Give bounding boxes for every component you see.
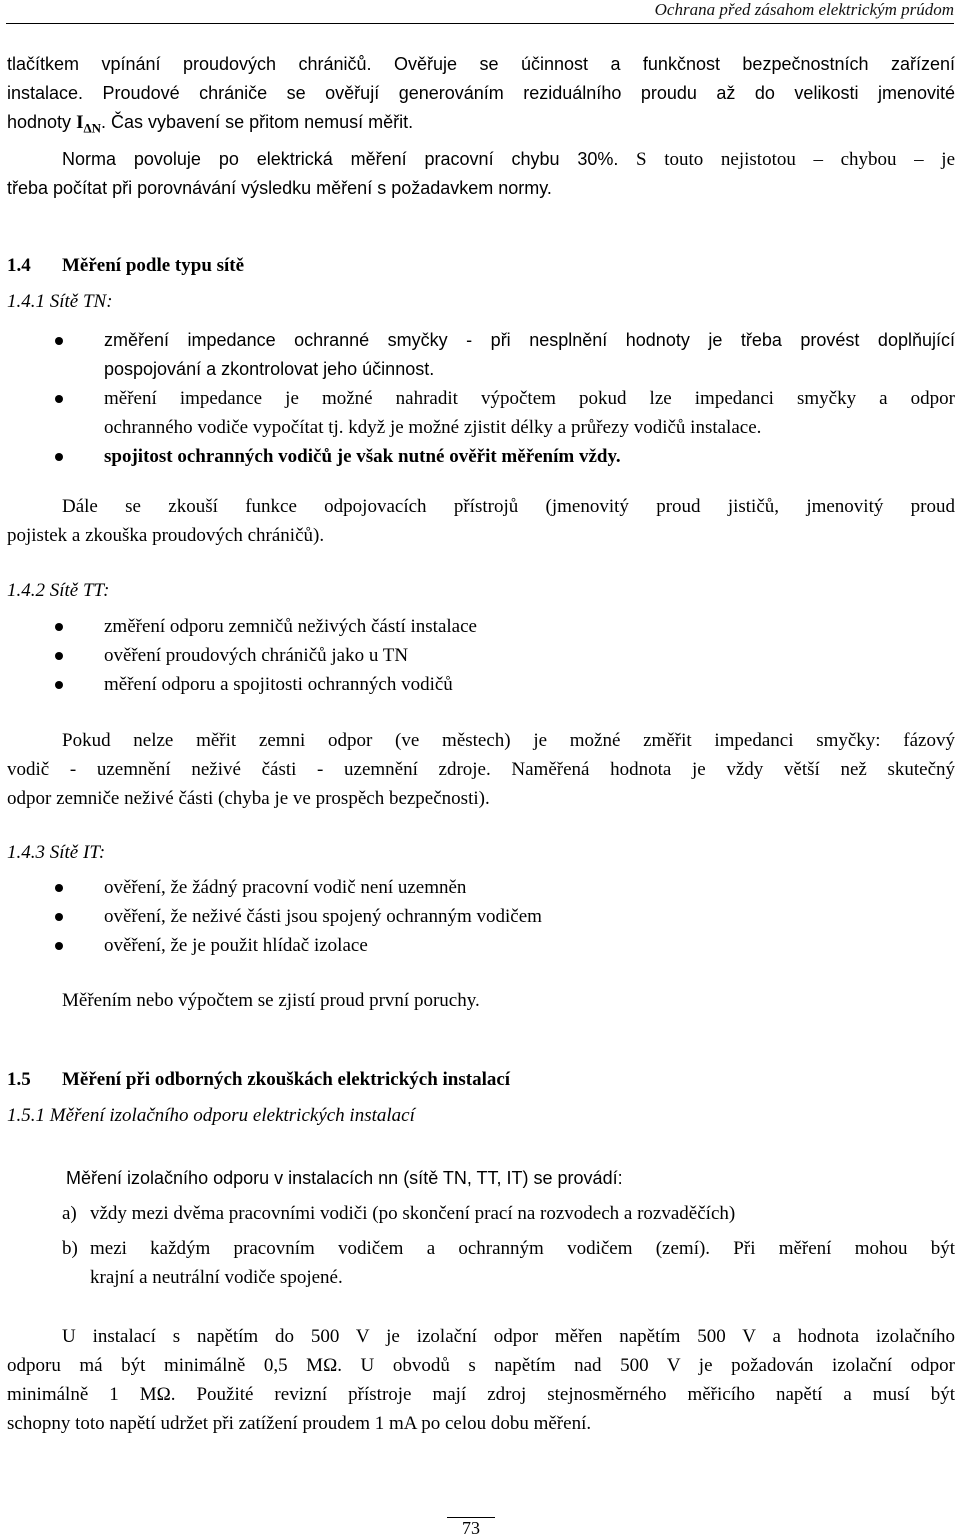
list-item-line: krajní a neutrální vodiče spojené. [90,1267,343,1288]
paragraph-line: Dále se zkouší funkce odpojovacích přístrojů (jmenovitý proud jističů, jmenovitý proud [62,496,955,517]
list-item [62,1199,955,1228]
header-rule [6,23,954,24]
list-item-text: změření odporu zemničů neživých částí instalace [104,616,477,637]
list-item-line: mezi každým pracovním vodičem a ochranným vodičem (zemí). Při měření mohou být [90,1238,955,1259]
paragraph-line: U instalací s napětím do 500 V je izolační odpor měřen napětím 500 V a hodnota izolačního [62,1326,955,1347]
section-heading-1-5 [7,1069,510,1091]
bullet-icon [55,681,63,689]
list-label: b) [62,1238,78,1259]
list-item [0,641,955,670]
paragraph-line: minimálně 1 MΩ. Použité revizní přístroje mají zdroj stejnosměrného měřicího napětí a musí být [7,1384,955,1405]
list-item [0,931,955,960]
paragraph-tolerance [7,145,955,203]
section-heading-1-4 [7,255,244,277]
paragraph-insulation-intro: Měření izolačního odporu v instalacích nn (sítě TN, TT, IT) se provádí: [66,1168,623,1188]
list-item-text: vždy mezi dvěma pracovními vodiči (po skončení prací na rozvodech a rozvaděčích) [90,1203,736,1224]
paragraph-line: schopny toto napětí udržet při zatížení proudem 1 mA po celou dobu měření. [7,1413,592,1434]
list-item-text: ověření proudových chráničů jako u TN [104,645,409,666]
text-span: . Čas vybavení se přitom nemusí měřit. [101,112,414,132]
paragraph-line: instalace. Proudové chrániče se ověřují generováním reziduálního proudu až do velikosti jmenovité [7,83,955,103]
list-item-line: měření impedance je možné nahradit výpočtem pokud lze impedanci smyčky a odpor [104,388,955,409]
subsection-heading-1-4-3: 1.4.3 Sítě IT: [7,842,106,863]
subsection-heading-1-5-1: 1.5.1 Měření izolačního odporu elektrických instalací [7,1105,415,1126]
paragraph-line [7,145,955,174]
section-number: 1.5 [7,1069,31,1090]
list-item-line: spojitost ochranných vodičů je však nutné ověřit měřením vždy. [104,446,621,467]
bullet-icon [55,913,63,921]
section-title: Měření podle typu sítě [62,255,245,276]
paragraph-line: třeba počítat při porovnávání výsledku měření s požadavkem normy. [7,178,552,198]
paragraph-line: vodič - uzemnění neživé části - uzemnění zdroje. Naměřená hodnota je vždy větší než skutečný [7,759,955,780]
list-item [0,326,955,384]
list-item [0,902,955,931]
symbol-i: I [76,112,84,133]
bullet-icon [55,337,63,345]
list-item-text: ověření, že je použit hlídač izolace [104,935,368,956]
bullet-icon [55,395,63,403]
list-item [0,442,955,471]
section-title: Měření při odborných zkouškách elektrických instalací [62,1069,511,1090]
subsection-heading-1-4-1: 1.4.1 Sítě TN: [7,291,113,312]
list-item-text: ověření, že žádný pracovní vodič není uzemněn [104,877,467,898]
paragraph-line [7,108,955,143]
paragraph-line: tlačítkem vpínání proudových chráničů. Ověřuje se účinnost a funkčnost bezpečnostních zařízení [7,54,955,74]
text-span: Norma povoluje po elektrická měření pracovní chybu 30%. [62,149,619,169]
list-item [0,612,955,641]
section-number: 1.4 [7,255,31,276]
list-item-line: pospojování a zkontrolovat jeho účinnost. [104,359,435,379]
running-header: Ochrana před zásahom elektrickým prúdom [654,0,954,19]
paragraph-line: odporu má být minimálně 0,5 MΩ. U obvodů s napětím nad 500 V je požadován izolační odpor [7,1355,955,1376]
page-number: 73 [462,1518,480,1538]
text-span: S touto nejistotou – chybou – je [618,149,956,170]
list-item-line: změření impedance ochranné smyčky - při nesplnění hodnoty je třeba provést doplňující [104,330,955,350]
text-span: hodnoty [7,112,77,132]
paragraph-rcd-test [7,50,955,143]
paragraph-line: Pokud nelze měřit zemni odpor (ve městech) je možné změřit impedanci smyčky: fázový [62,730,955,751]
bullet-icon [55,942,63,950]
list-item [0,873,955,902]
list-item [0,670,955,699]
paragraph-line: pojistek a zkouška proudových chráničů). [7,525,325,546]
list-item [0,384,955,442]
paragraph-earth-resistance [7,726,955,813]
list-item [62,1234,955,1292]
list-item-line: ochranného vodiče vypočítat tj. když je možné zjistit délky a průřezy vodičů instalace. [104,417,762,438]
tn-measurements-list [0,326,955,471]
paragraph-line: odpor zemniče neživé části (chyba je ve prospěch bezpečnosti). [7,788,490,809]
tt-measurements-list [0,612,955,699]
symbol-subscript: ΔN [83,120,102,136]
bullet-icon [55,884,63,892]
it-measurements-list [0,873,955,960]
bullet-icon [55,453,63,461]
insulation-list [62,1199,955,1292]
bullet-icon [55,652,63,660]
bullet-icon [55,623,63,631]
list-item-text: ověření, že neživé části jsou spojený ochranným vodičem [104,906,542,927]
list-label: a) [62,1203,77,1224]
paragraph-first-fault: Měřením nebo výpočtem se zjistí proud první poruchy. [62,990,480,1011]
paragraph-protective-devices [7,492,955,550]
list-item-text: měření odporu a spojitosti ochranných vodičů [104,674,453,695]
paragraph-insulation-values [7,1322,955,1438]
subsection-heading-1-4-2: 1.4.2 Sítě TT: [7,580,110,601]
